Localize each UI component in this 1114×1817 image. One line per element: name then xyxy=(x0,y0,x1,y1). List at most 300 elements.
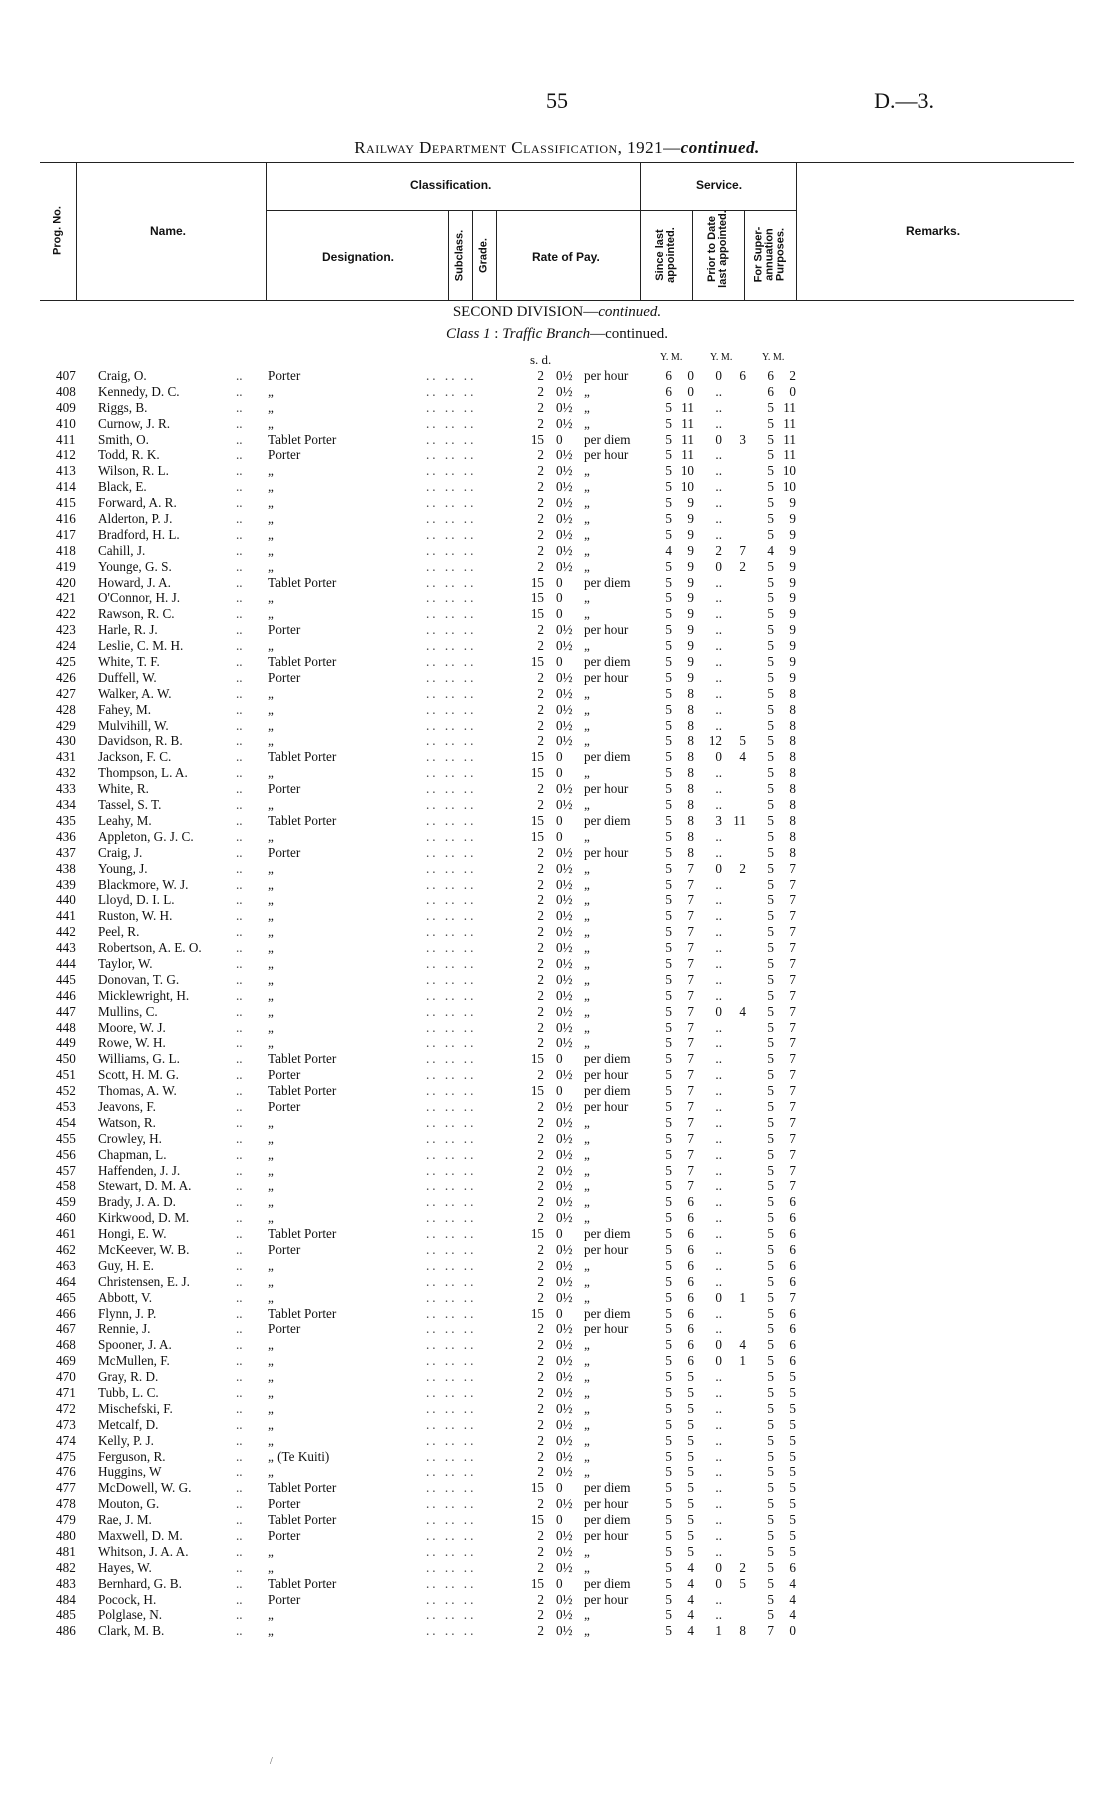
staff-name: Taylor, W. xyxy=(98,955,153,971)
staff-name: Scott, H. M. G. xyxy=(98,1067,179,1083)
prior-years: .. xyxy=(715,479,722,495)
leader-dots: .. xyxy=(236,1432,243,1448)
table-row xyxy=(0,972,1114,988)
designation: „ xyxy=(268,399,274,415)
rate-shillings: 2 xyxy=(537,987,544,1003)
prior-months: 1 xyxy=(739,1289,746,1305)
table-row xyxy=(0,622,1114,638)
leader-dots: .. .. .. xyxy=(426,511,477,527)
since-months: 9 xyxy=(687,495,694,511)
prog-no: 468 xyxy=(56,1337,76,1353)
prior-years: .. xyxy=(715,590,722,606)
prog-no: 448 xyxy=(56,1019,76,1035)
since-years: 5 xyxy=(665,1559,672,1575)
rate-period: „ xyxy=(584,1178,590,1194)
leader-dots: .. xyxy=(236,368,243,383)
leader-dots: .. xyxy=(236,955,243,971)
rate-period: per hour xyxy=(584,1241,629,1257)
leader-dots: .. .. .. xyxy=(426,955,477,971)
rate-period: „ xyxy=(584,558,590,574)
since-years: 5 xyxy=(665,447,672,463)
rate-period: „ xyxy=(584,1210,590,1226)
leader-dots: .. .. .. xyxy=(426,463,477,479)
prior-years: .. xyxy=(715,1083,722,1099)
rate-shillings: 15 xyxy=(530,812,544,828)
prog-no: 431 xyxy=(56,749,76,765)
prog-no: 424 xyxy=(56,638,76,654)
since-years: 5 xyxy=(665,590,672,606)
staff-name: Jackson, F. C. xyxy=(98,749,172,765)
table-row xyxy=(0,1099,1114,1115)
since-months: 6 xyxy=(687,1305,694,1321)
super-years: 5 xyxy=(767,749,774,765)
leader-dots: .. .. .. xyxy=(426,1575,477,1591)
staff-name: Young, J. xyxy=(98,860,148,876)
class-heading: Class 1 : Traffic Branch—continued. xyxy=(445,326,669,342)
prog-no: 473 xyxy=(56,1416,76,1432)
rate-period: „ xyxy=(584,1353,590,1369)
super-years: 5 xyxy=(767,1480,774,1496)
table-row xyxy=(0,877,1114,893)
since-months: 11 xyxy=(681,415,694,431)
designation: „ xyxy=(268,1400,274,1416)
prog-no: 433 xyxy=(56,781,76,797)
since-months: 6 xyxy=(687,1210,694,1226)
super-months: 11 xyxy=(783,399,796,415)
leader-dots: .. xyxy=(236,1257,243,1273)
leader-dots: .. .. .. xyxy=(426,781,477,797)
rate-pence: 0½ xyxy=(556,1067,573,1083)
rate-pence: 0½ xyxy=(556,1114,573,1130)
designation: Porter xyxy=(268,1528,301,1544)
super-years: 5 xyxy=(767,1528,774,1544)
leader-dots: .. .. .. xyxy=(426,892,477,908)
prior-years: .. xyxy=(715,1528,722,1544)
table-row xyxy=(0,1480,1114,1496)
rate-shillings: 2 xyxy=(537,860,544,876)
leader-dots: .. xyxy=(236,1543,243,1559)
leader-dots: .. xyxy=(236,447,243,463)
header-service: Service. xyxy=(696,178,743,192)
since-months: 5 xyxy=(687,1480,694,1496)
since-months: 4 xyxy=(687,1623,694,1639)
since-years: 5 xyxy=(665,1130,672,1146)
leader-dots: .. xyxy=(236,1385,243,1400)
leader-dots: .. xyxy=(236,940,243,956)
rate-shillings: 2 xyxy=(537,1114,544,1130)
rate-period: per diem xyxy=(584,812,631,828)
rate-shillings: 2 xyxy=(537,638,544,654)
since-years: 5 xyxy=(665,1067,672,1083)
leader-dots: .. xyxy=(236,1210,243,1226)
staff-name: Harle, R. J. xyxy=(98,622,158,638)
leader-dots: .. xyxy=(236,1067,243,1083)
prior-years: .. xyxy=(715,1162,722,1178)
super-months: 6 xyxy=(789,1337,796,1353)
super-years: 5 xyxy=(767,812,774,828)
rate-shillings: 2 xyxy=(537,685,544,701)
table-row xyxy=(0,845,1114,861)
rate-period: „ xyxy=(584,860,590,876)
rate-period: „ xyxy=(584,1003,590,1019)
leader-dots: .. .. .. xyxy=(426,1607,477,1623)
prog-no: 486 xyxy=(56,1623,76,1639)
table-row xyxy=(0,1592,1114,1608)
rate-shillings: 2 xyxy=(537,1289,544,1305)
leader-dots: .. .. .. xyxy=(426,1210,477,1226)
rate-period: „ xyxy=(584,479,590,495)
header-prior-to: Prior to Date last appointed. xyxy=(706,210,729,288)
staff-name: Rennie, J. xyxy=(98,1321,151,1337)
rate-pence: 0½ xyxy=(556,844,573,860)
staff-name: O'Connor, H. J. xyxy=(98,590,181,606)
since-years: 5 xyxy=(665,940,672,956)
prog-no: 430 xyxy=(56,733,76,749)
rate-shillings: 15 xyxy=(530,431,544,447)
prog-no: 472 xyxy=(56,1400,76,1416)
rate-pence: 0½ xyxy=(556,511,573,527)
rate-pence: 0½ xyxy=(556,1400,573,1416)
designation: „ xyxy=(268,733,274,749)
prog-no: 438 xyxy=(56,860,76,876)
since-years: 5 xyxy=(665,1448,672,1464)
rate-pence: 0 xyxy=(556,590,563,606)
since-months: 6 xyxy=(687,1273,694,1289)
prior-months: 7 xyxy=(739,542,746,558)
designation: „ xyxy=(268,558,274,574)
staff-name: Hongi, E. W. xyxy=(98,1226,167,1242)
designation: Porter xyxy=(268,622,301,638)
super-years: 5 xyxy=(767,479,774,495)
leader-dots: .. xyxy=(236,511,243,527)
leader-dots: .. .. .. xyxy=(426,1448,477,1464)
leader-dots: .. xyxy=(236,1226,243,1242)
since-years: 5 xyxy=(665,828,672,844)
prior-months: 4 xyxy=(739,1003,746,1019)
super-years: 5 xyxy=(767,1591,774,1607)
since-years: 5 xyxy=(665,431,672,447)
designation: Tablet Porter xyxy=(268,1305,337,1321)
header-name: Name. xyxy=(150,224,187,238)
leader-dots: .. xyxy=(236,399,243,415)
super-years: 5 xyxy=(767,1146,774,1162)
designation: Tablet Porter xyxy=(268,812,337,828)
since-months: 7 xyxy=(687,1178,694,1194)
staff-name: Peel, R. xyxy=(98,924,140,940)
leader-dots: .. .. .. xyxy=(426,828,477,844)
super-years: 5 xyxy=(767,1289,774,1305)
prog-no: 439 xyxy=(56,876,76,892)
rate-shillings: 2 xyxy=(537,542,544,558)
staff-name: Spooner, J. A. xyxy=(98,1337,172,1353)
designation: Porter xyxy=(268,1591,301,1607)
super-years: 7 xyxy=(767,1623,774,1639)
rate-period: „ xyxy=(584,1337,590,1353)
rate-pence: 0½ xyxy=(556,495,573,511)
leader-dots: .. .. .. xyxy=(426,383,477,399)
leader-dots: .. xyxy=(236,1003,243,1019)
super-years: 6 xyxy=(767,368,774,383)
since-months: 7 xyxy=(687,1162,694,1178)
leader-dots: .. .. .. xyxy=(426,908,477,924)
since-months: 5 xyxy=(687,1543,694,1559)
rate-period: „ xyxy=(584,1146,590,1162)
rate-period: „ xyxy=(584,590,590,606)
staff-name: Metcalf, D. xyxy=(98,1416,159,1432)
since-months: 7 xyxy=(687,892,694,908)
prog-no: 423 xyxy=(56,622,76,638)
super-years: 5 xyxy=(767,1559,774,1575)
rate-pence: 0½ xyxy=(556,479,573,495)
since-years: 5 xyxy=(665,1098,672,1114)
rate-shillings: 2 xyxy=(537,733,544,749)
rate-shillings: 2 xyxy=(537,1321,544,1337)
rate-pence: 0 xyxy=(556,749,563,765)
super-months: 6 xyxy=(789,1305,796,1321)
designation: Porter xyxy=(268,781,301,797)
prog-no: 457 xyxy=(56,1162,76,1178)
prior-years: .. xyxy=(715,1416,722,1432)
super-months: 4 xyxy=(789,1607,796,1623)
designation: „ xyxy=(268,383,274,399)
since-years: 5 xyxy=(665,1241,672,1257)
super-years: 5 xyxy=(767,924,774,940)
leader-dots: .. .. .. xyxy=(426,717,477,733)
staff-name: Wilson, R. L. xyxy=(98,463,169,479)
rate-pence: 0½ xyxy=(556,1448,573,1464)
designation: „ xyxy=(268,590,274,606)
rate-pence: 0½ xyxy=(556,415,573,431)
table-row xyxy=(0,1369,1114,1385)
prog-no: 483 xyxy=(56,1575,76,1591)
prior-years: .. xyxy=(715,908,722,924)
title-continued: continued. xyxy=(680,138,760,157)
prior-months: 2 xyxy=(739,860,746,876)
since-months: 8 xyxy=(687,844,694,860)
prog-no: 432 xyxy=(56,765,76,781)
prog-no: 440 xyxy=(56,892,76,908)
table-row xyxy=(0,718,1114,734)
super-months: 5 xyxy=(789,1464,796,1480)
super-months: 8 xyxy=(789,701,796,717)
header-remarks: Remarks. xyxy=(906,224,961,238)
leader-dots: .. xyxy=(236,495,243,511)
leader-dots: .. .. .. xyxy=(426,669,477,685)
super-years: 5 xyxy=(767,1575,774,1591)
prog-no: 452 xyxy=(56,1083,76,1099)
prog-no: 428 xyxy=(56,701,76,717)
rate-pence: 0½ xyxy=(556,1432,573,1448)
super-years: 5 xyxy=(767,399,774,415)
prior-years: .. xyxy=(715,654,722,670)
rate-pence: 0½ xyxy=(556,797,573,813)
class-label: Class 1 xyxy=(445,326,491,342)
super-months: 8 xyxy=(789,717,796,733)
rate-period: per hour xyxy=(584,1496,629,1512)
staff-name: Moore, W. J. xyxy=(98,1019,166,1035)
super-years: 5 xyxy=(767,955,774,971)
leader-dots: .. .. .. xyxy=(426,1623,477,1639)
leader-dots: .. .. .. xyxy=(426,415,477,431)
staff-name: McDowell, W. G. xyxy=(98,1480,192,1496)
prog-no: 450 xyxy=(56,1051,76,1067)
staff-name: Appleton, G. J. C. xyxy=(98,828,194,844)
leader-dots: .. .. .. xyxy=(426,1369,477,1385)
rate-pence: 0½ xyxy=(556,1559,573,1575)
designation: „ xyxy=(268,1114,274,1130)
prog-no: 466 xyxy=(56,1305,76,1321)
rate-pence: 0½ xyxy=(556,781,573,797)
rate-period: „ xyxy=(584,1400,590,1416)
rate-period: „ xyxy=(584,1607,590,1623)
rate-shillings: 2 xyxy=(537,1448,544,1464)
rate-shillings: 15 xyxy=(530,1575,544,1591)
since-months: 8 xyxy=(687,812,694,828)
rate-pence: 0½ xyxy=(556,1416,573,1432)
since-years: 5 xyxy=(665,1051,672,1067)
staff-name: Cahill, J. xyxy=(98,542,146,558)
since-months: 9 xyxy=(687,654,694,670)
designation: „ xyxy=(268,606,274,622)
leader-dots: .. xyxy=(236,685,243,701)
leader-dots: .. .. .. xyxy=(426,1432,477,1448)
rate-pence: 0½ xyxy=(556,669,573,685)
since-years: 5 xyxy=(665,1305,672,1321)
rate-period: „ xyxy=(584,987,590,1003)
leader-dots: .. .. .. xyxy=(426,1464,477,1480)
rate-shillings: 2 xyxy=(537,399,544,415)
table-row xyxy=(0,686,1114,702)
since-years: 5 xyxy=(665,876,672,892)
since-years: 5 xyxy=(665,1416,672,1432)
rate-shillings: 2 xyxy=(537,1194,544,1210)
super-months: 8 xyxy=(789,828,796,844)
super-months: 6 xyxy=(789,1321,796,1337)
leader-dots: .. .. .. xyxy=(426,844,477,860)
table-row xyxy=(0,1226,1114,1242)
prior-months: 6 xyxy=(739,368,746,383)
leader-dots: .. xyxy=(236,1289,243,1305)
rate-pence: 0½ xyxy=(556,955,573,971)
header-since-last: Since last appointed. xyxy=(654,227,677,283)
rate-shillings: 2 xyxy=(537,1273,544,1289)
designation: Tablet Porter xyxy=(268,1083,337,1099)
leader-dots: .. xyxy=(236,526,243,542)
super-years: 5 xyxy=(767,1385,774,1400)
staff-name: Davidson, R. B. xyxy=(98,733,183,749)
super-years: 5 xyxy=(767,1448,774,1464)
super-months: 4 xyxy=(789,1575,796,1591)
rate-period: per hour xyxy=(584,1067,629,1083)
rate-shillings: 15 xyxy=(530,654,544,670)
leader-dots: .. xyxy=(236,1353,243,1369)
rate-pence: 0½ xyxy=(556,876,573,892)
table-row xyxy=(0,463,1114,479)
table-row xyxy=(0,1147,1114,1163)
prior-years: .. xyxy=(715,511,722,527)
staff-name: Tubb, L. C. xyxy=(98,1385,159,1400)
rate-period: „ xyxy=(584,1194,590,1210)
super-months: 7 xyxy=(789,1146,796,1162)
rate-period: „ xyxy=(584,1369,590,1385)
staff-name: Leslie, C. M. H. xyxy=(98,638,184,654)
rate-pence: 0½ xyxy=(556,1003,573,1019)
rate-period: per diem xyxy=(584,1512,631,1528)
prior-years: .. xyxy=(715,1210,722,1226)
since-months: 9 xyxy=(687,622,694,638)
leader-dots: .. .. .. xyxy=(426,1019,477,1035)
leader-dots: .. .. .. xyxy=(426,606,477,622)
designation: „ xyxy=(268,701,274,717)
prior-years: .. xyxy=(715,1257,722,1273)
since-months: 9 xyxy=(687,558,694,574)
super-years: 5 xyxy=(767,876,774,892)
since-years: 5 xyxy=(665,606,672,622)
super-months: 7 xyxy=(789,1067,796,1083)
since-months: 6 xyxy=(687,1241,694,1257)
since-months: 9 xyxy=(687,606,694,622)
staff-name: Thompson, L. A. xyxy=(98,765,188,781)
rate-period: „ xyxy=(584,526,590,542)
table-row xyxy=(0,765,1114,781)
table-row xyxy=(0,670,1114,686)
designation: „ xyxy=(268,1178,274,1194)
table-row xyxy=(0,400,1114,416)
since-years: 5 xyxy=(665,574,672,590)
page-title xyxy=(0,138,1114,158)
staff-name: Williams, G. L. xyxy=(98,1051,180,1067)
super-years: 5 xyxy=(767,1400,774,1416)
designation: „ xyxy=(268,638,274,654)
super-years: 5 xyxy=(767,622,774,638)
designation: „ xyxy=(268,876,274,892)
rate-shillings: 2 xyxy=(537,479,544,495)
rate-period: „ xyxy=(584,940,590,956)
prior-years: .. xyxy=(715,1464,722,1480)
prior-years: .. xyxy=(715,1051,722,1067)
leader-dots: .. xyxy=(236,1273,243,1289)
designation: Tablet Porter xyxy=(268,1051,337,1067)
prog-no: 484 xyxy=(56,1591,76,1607)
rate-pence: 0½ xyxy=(556,1353,573,1369)
rate-shillings: 2 xyxy=(537,1067,544,1083)
prog-no: 451 xyxy=(56,1067,76,1083)
staff-name: Maxwell, D. M. xyxy=(98,1528,183,1544)
leader-dots: .. .. .. xyxy=(426,526,477,542)
since-months: 4 xyxy=(687,1607,694,1623)
super-years: 5 xyxy=(767,1226,774,1242)
leader-dots: .. xyxy=(236,1575,243,1591)
rate-pence: 0½ xyxy=(556,1130,573,1146)
table-row xyxy=(0,1274,1114,1290)
rate-shillings: 2 xyxy=(537,940,544,956)
super-months: 7 xyxy=(789,1035,796,1051)
rate-shillings: 2 xyxy=(537,781,544,797)
leader-dots: .. xyxy=(236,860,243,876)
since-months: 7 xyxy=(687,860,694,876)
rate-shillings: 2 xyxy=(537,701,544,717)
since-years: 5 xyxy=(665,1146,672,1162)
super-years: 5 xyxy=(767,1162,774,1178)
rate-shillings: 2 xyxy=(537,1607,544,1623)
since-years: 5 xyxy=(665,1035,672,1051)
since-months: 4 xyxy=(687,1559,694,1575)
rate-shillings: 2 xyxy=(537,1369,544,1385)
super-months: 6 xyxy=(789,1273,796,1289)
leader-dots: .. .. .. xyxy=(426,1035,477,1051)
super-years: 5 xyxy=(767,1130,774,1146)
rate-shillings: 2 xyxy=(537,1130,544,1146)
